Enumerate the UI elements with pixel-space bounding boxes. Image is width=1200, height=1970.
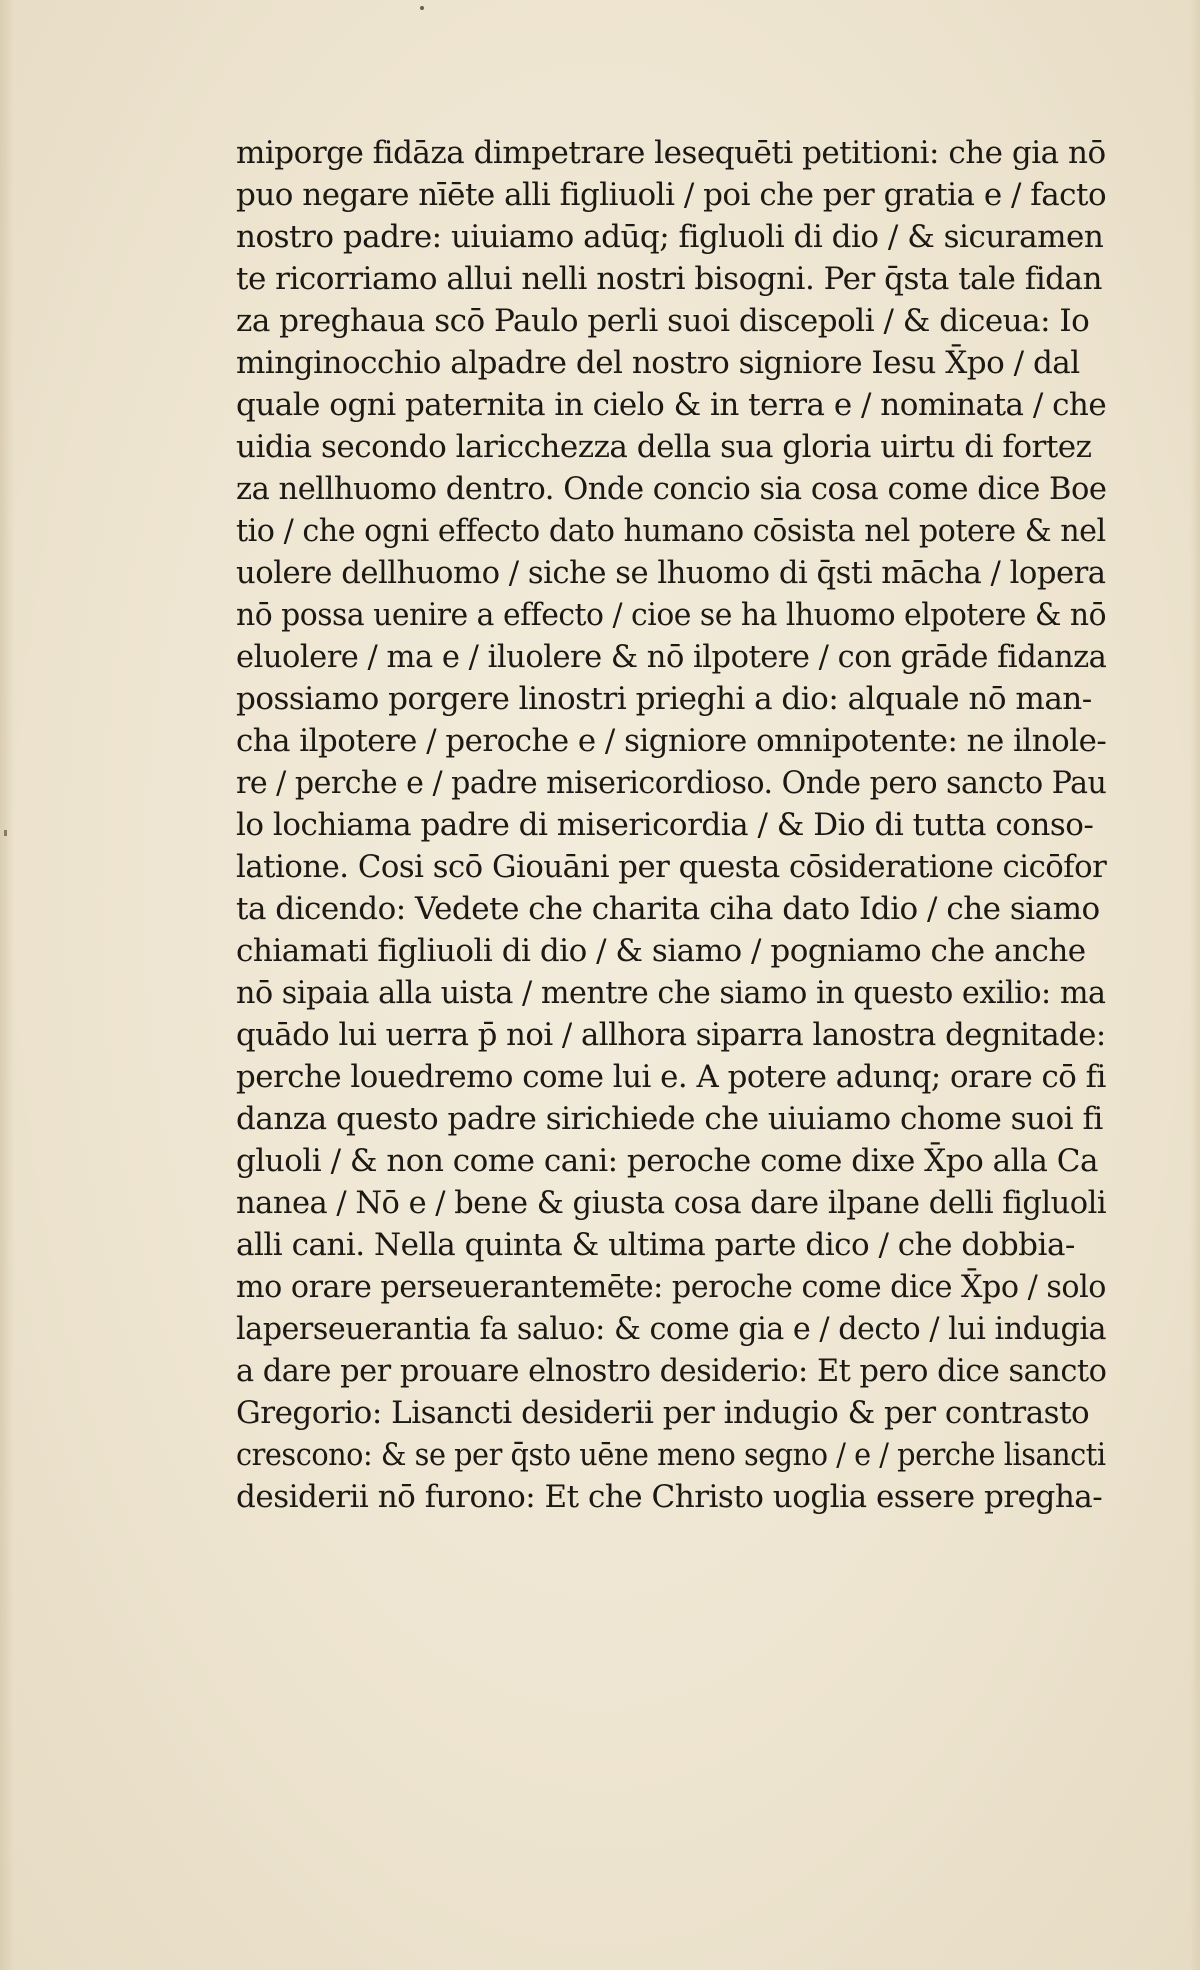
text-line: danza questo padre sirichiede che uiuiamo chome suoi fi bbox=[236, 1101, 1103, 1137]
text-line: minginocchio alpadre del nostro signiore Iesu X̄po / dal bbox=[236, 345, 1080, 381]
text-line: miporge fidāza dimpetrare lesequēti petitioni: che gia nō bbox=[236, 135, 1106, 171]
text-line: re / perche e / padre misericordioso. Onde pero sancto Pau bbox=[236, 765, 1107, 801]
text-line: tio / che ogni effecto dato humano cōsista nel potere & nel bbox=[236, 513, 1106, 549]
text-line: quale ogni paternita in cielo & in terra e / nominata / che bbox=[236, 387, 1107, 423]
page-edge-right bbox=[1190, 0, 1200, 1970]
text-line: puo negare nīēte alli figliuoli / poi che per gratia e / facto bbox=[236, 177, 1107, 213]
text-line: lo lochiama padre di misericordia / & Dio di tutta conso- bbox=[236, 807, 1094, 843]
text-line: Gregorio: Lisancti desiderii per indugio & per contrasto bbox=[236, 1395, 1090, 1431]
text-line: chiamati figliuoli di dio / & siamo / pogniamo che anche bbox=[236, 933, 1086, 969]
text-line: cha ilpotere / perochе e / signiore omnipotente: ne ilnole- bbox=[236, 723, 1107, 759]
text-line: perche louedremo come lui e. A potere adunq; orare cō fi bbox=[236, 1059, 1106, 1095]
ink-speck bbox=[420, 6, 424, 10]
printed-text-block bbox=[236, 132, 1106, 1518]
text-line: eluolere / ma e / iluolere & nō ilpotere / con grāde fidanza bbox=[236, 639, 1107, 675]
text-line: nostro padre: uiuiamo adūq; figluoli di dio / & sicuramen bbox=[236, 219, 1104, 255]
text-line: za nellhuomo dentro. Onde concio sia cosa come dice Boe bbox=[236, 471, 1107, 507]
text-line: za preghaua scō Paulo perli suoi discepoli / & diceua: Io bbox=[236, 303, 1090, 339]
text-line: quādo lui uerra p̄ noi / allhora siparra lanostra degnitade: bbox=[236, 1017, 1106, 1053]
text-line: uolere dellhuomo / siche se lhuomo di q̄sti mācha / lopera bbox=[236, 555, 1106, 591]
text-line: nō sipaia alla uista / mentre che siamo in questo exilio: ma bbox=[236, 975, 1106, 1011]
text-line: laperseuerantia fa saluo: & come gia e / decto / lui indugia bbox=[236, 1311, 1107, 1347]
text-line: te ricorriamo allui nelli nostri bisogni. Per q̄sta tale fidan bbox=[236, 261, 1102, 297]
text-line: latione. Cosi scō Giouāni per questa cōsideratione cicōfor bbox=[236, 849, 1107, 885]
text-line: ta dicendo: Vedete che charita ciha dato Idio / che siamo bbox=[236, 891, 1100, 927]
text-line: gluoli / & non come cani: perochе come dixe X̄po alla Ca bbox=[236, 1143, 1098, 1179]
text-line: alli cani. Nella quinta & ultima parte dico / che dobbia- bbox=[236, 1227, 1075, 1263]
text-line: nō possa uenire a effecto / cioe se ha lhuomo elpotere & nō bbox=[236, 597, 1107, 633]
text-line: uidia secondo laricchezza della sua gloria uirtu di fortez bbox=[236, 429, 1092, 465]
text-line: possiamo porgere linostri prieghi a dio: alquale nō man- bbox=[236, 681, 1092, 717]
page-edge-left bbox=[0, 0, 14, 1970]
margin-mark bbox=[4, 830, 7, 836]
text-line: nanea / Nō e / bene & giusta cosa dare ilpane delli figluoli bbox=[236, 1185, 1107, 1221]
text-line: mo orare perseuerantemēte: perochе come dice X̄po / solo bbox=[236, 1269, 1106, 1305]
text-line: desiderii nō furono: Et che Christo uoglia essere pregha- bbox=[236, 1479, 1103, 1515]
text-line: a dare per prouare elnostro desiderio: Et pero dice sancto bbox=[236, 1353, 1107, 1389]
text-line: crescono: & se per q̄sto uēne meno segno / e / perche lisancti bbox=[236, 1437, 1106, 1473]
